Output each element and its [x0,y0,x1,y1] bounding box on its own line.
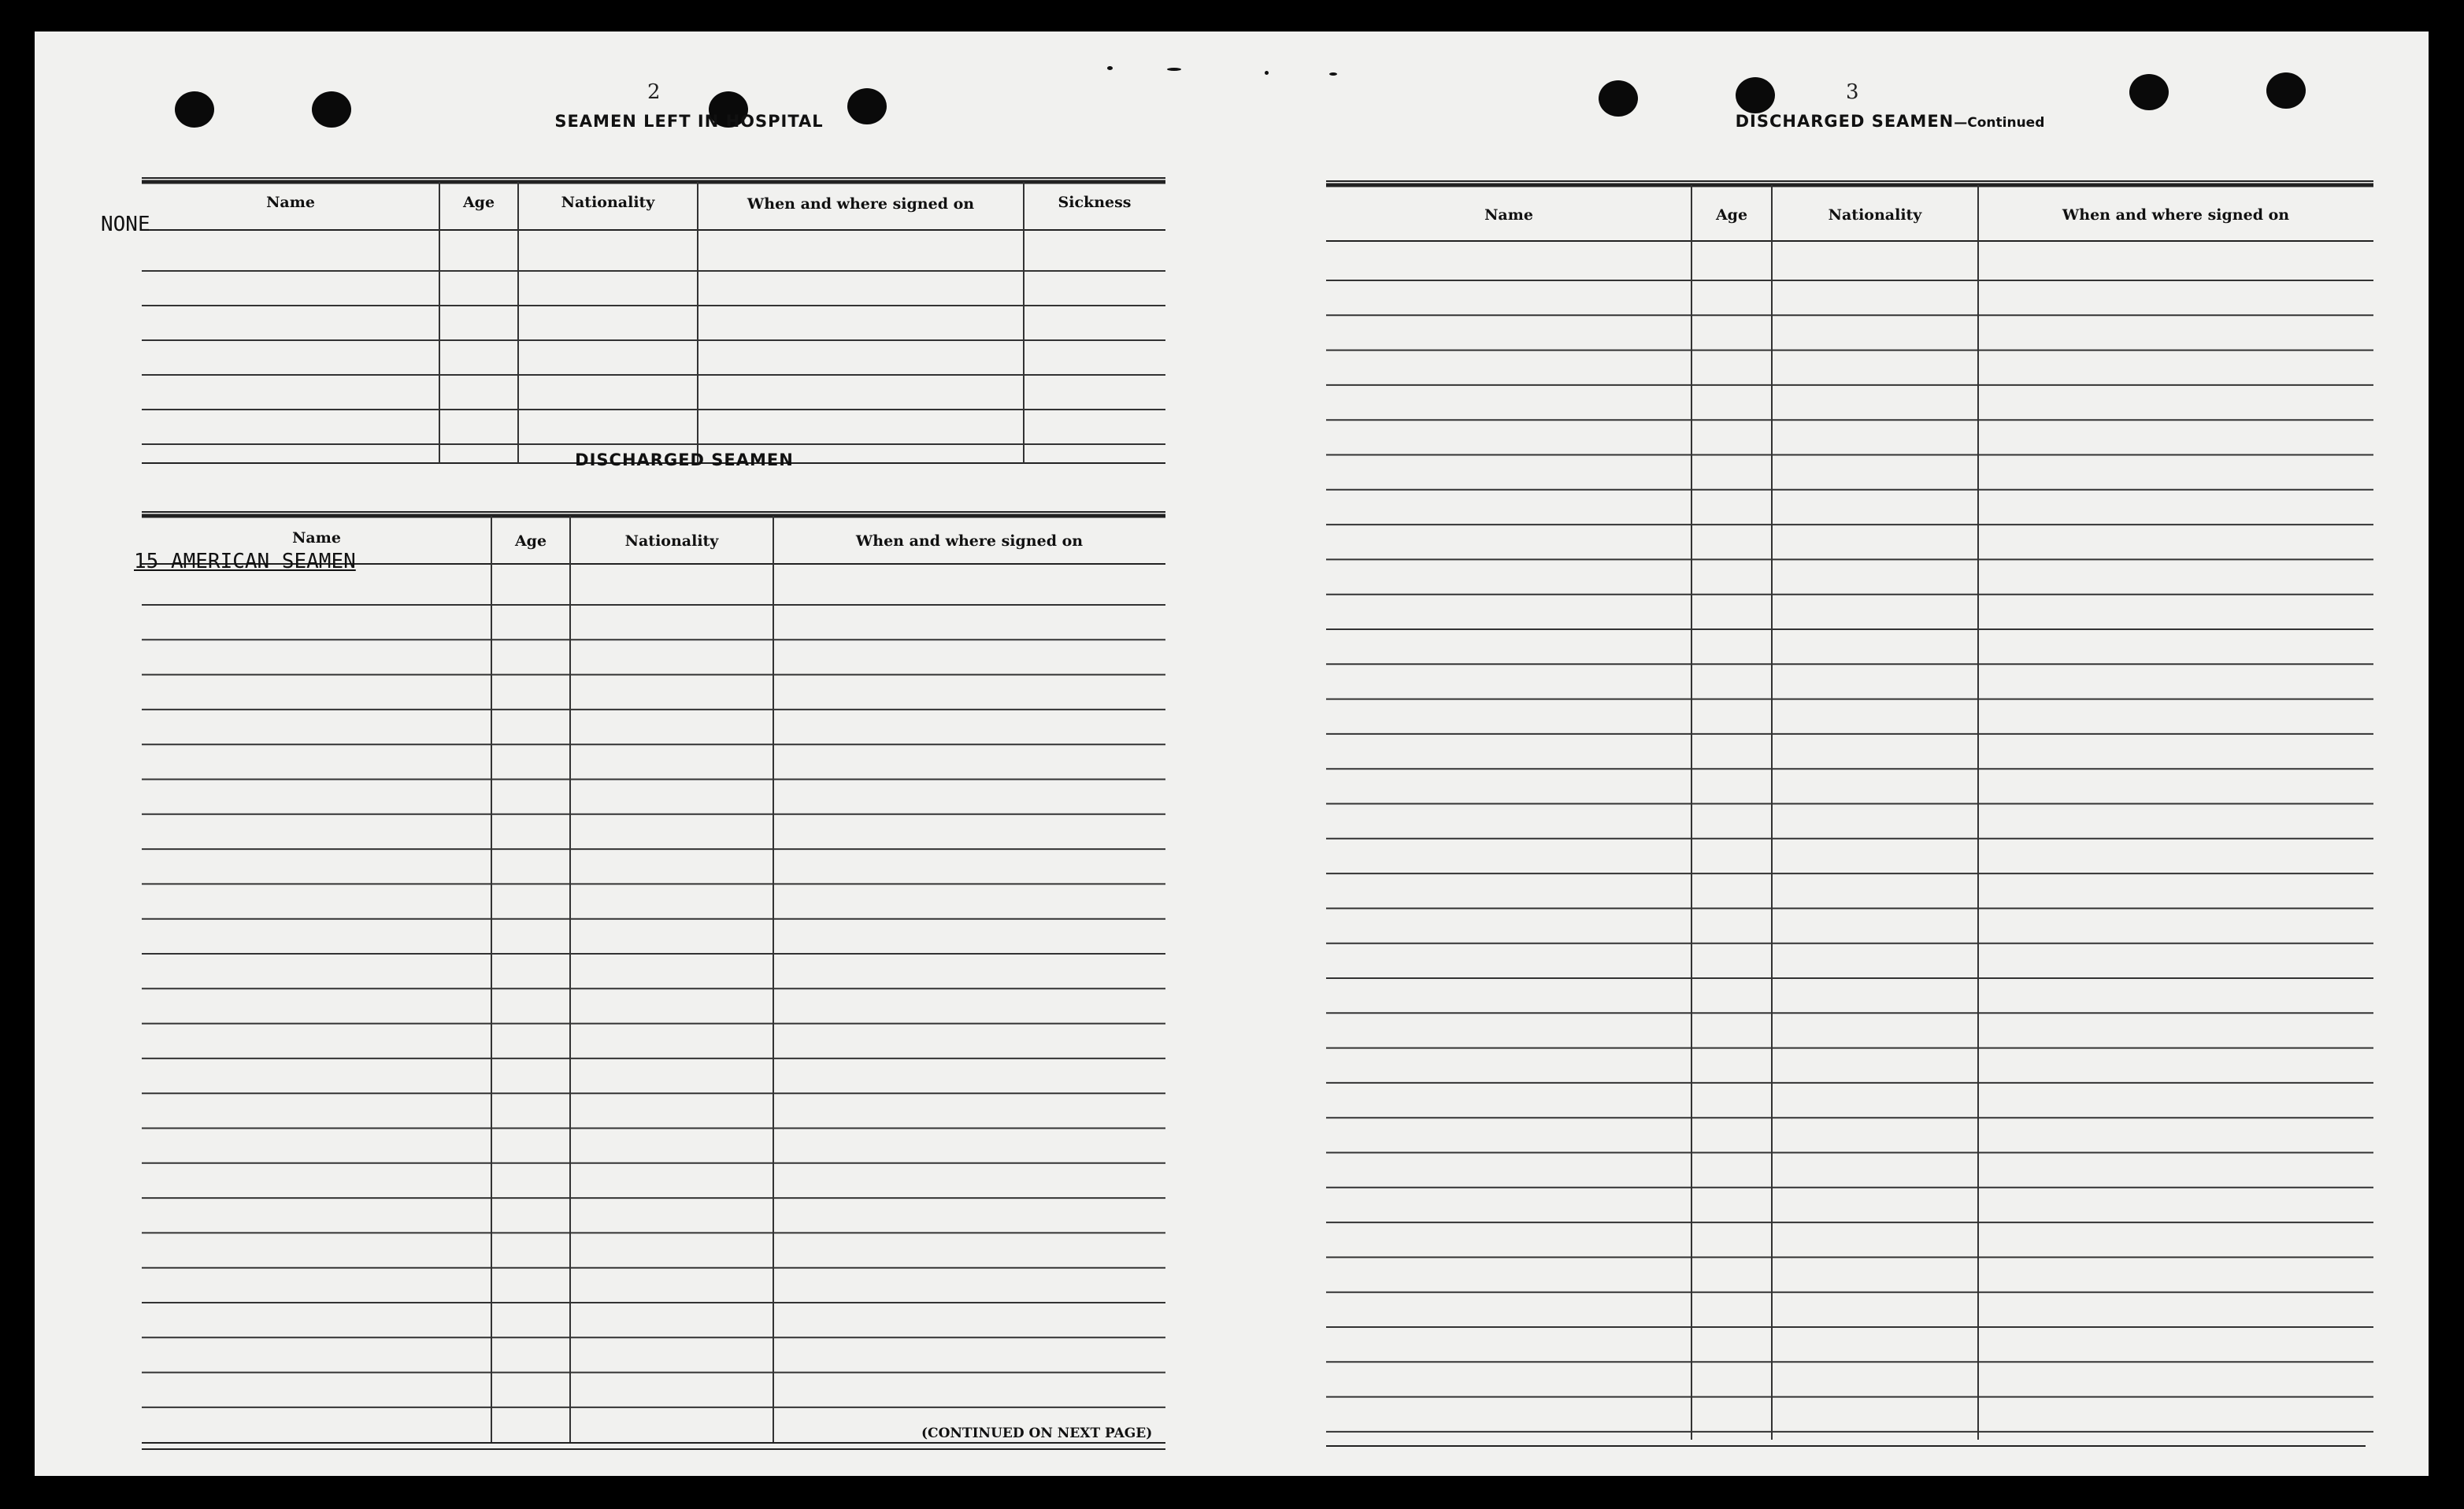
paper-speck [1107,66,1113,70]
discharged-col-signed-on: When and where signed on [855,532,1084,550]
right-section-title-suffix: —Continued [1954,115,2045,131]
hospital-section-title: SEAMEN LEFT IN HOSPITAL [554,112,824,131]
discharged-entry: 15 AMERICAN SEAMEN [134,550,356,573]
hospital-col-age: Age [462,194,495,211]
punch-hole [1736,77,1775,113]
punch-hole [175,91,214,128]
paper-speck [1167,68,1181,71]
continued-col-age: Age [1715,206,1748,224]
continued-footer: (CONTINUED ON NEXT PAGE) [921,1426,1153,1441]
page-number-left: 2 [647,80,661,104]
discharged-col-name: Name [292,529,341,547]
punch-hole [1599,80,1638,117]
discharged-table-grid [142,480,1205,1457]
continued-table [1326,148,2413,1455]
punch-hole [2266,72,2306,109]
hospital-col-sickness: Sickness [1058,194,1132,211]
paper-speck [1265,71,1269,75]
right-section-title [1685,112,2095,131]
punch-hole [312,91,351,128]
continued-col-signed-on: When and where signed on [2062,206,2290,224]
discharged-col-age: Age [514,532,547,550]
hospital-entry: NONE [101,213,150,236]
discharged-section-title: DISCHARGED SEAMEN [575,450,794,469]
paper-speck [1329,72,1337,76]
continued-col-name: Name [1484,206,1533,224]
punch-hole [2129,74,2169,110]
continued-col-nationality: Nationality [1828,206,1922,224]
page-number-right: 3 [1846,80,1859,104]
hospital-col-nationality: Nationality [561,194,655,211]
discharged-table [142,480,1205,1457]
hospital-col-signed-on: When and where signed on [747,195,975,213]
hospital-table [142,145,1205,469]
continued-table-grid [1326,148,2413,1455]
discharged-col-nationality: Nationality [624,532,719,550]
document-paper [35,32,2429,1476]
right-section-title-main: DISCHARGED SEAMEN [1735,112,1955,131]
hospital-col-name: Name [266,194,315,211]
